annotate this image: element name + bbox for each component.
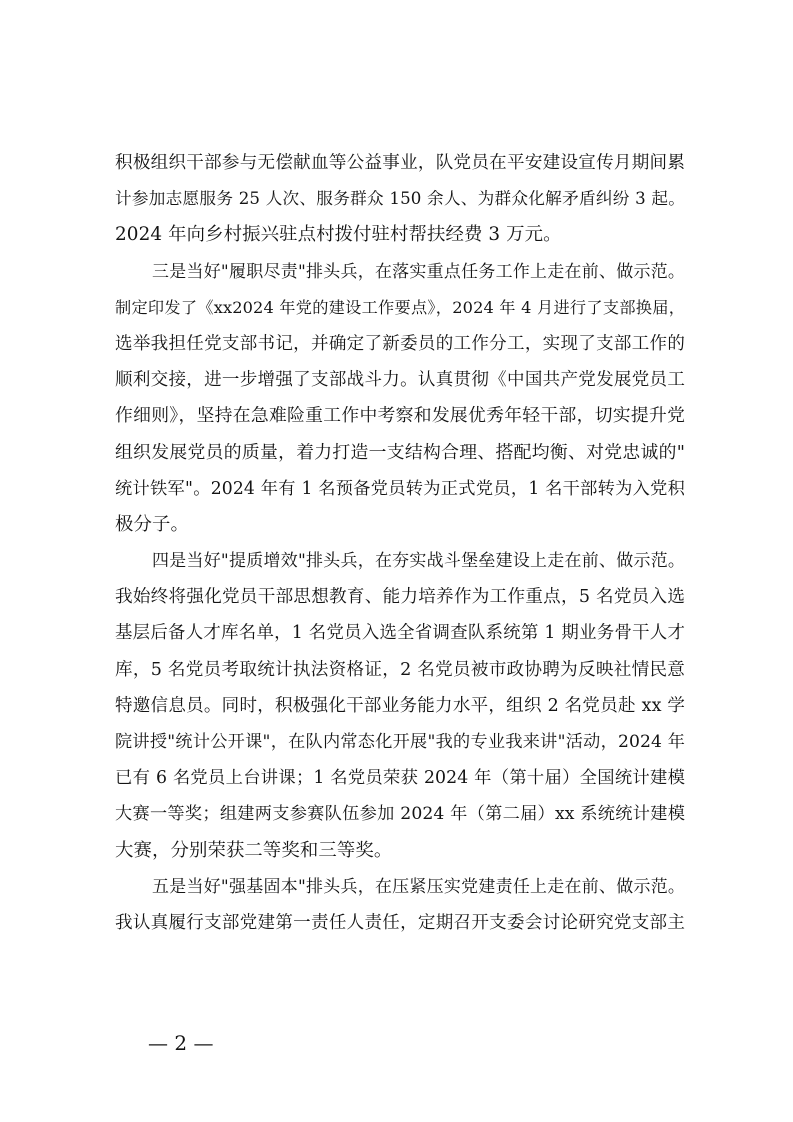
text-line: 选举我担任党支部书记，并确定了新委员的工作分工，实现了支部工作的: [115, 333, 685, 354]
text-line: 统计铁军"。2024 年有 1 名预备党员转为正式党员，1 名干部转为入党积: [115, 478, 685, 499]
text-line: 作细则》，坚持在急难险重工作中考察和发展优秀年轻干部，切实提升党: [115, 405, 685, 427]
paragraph-start-line: 四是当好"提质增效"排头兵，在夯实战斗堡垒建设上走在前、做示范。: [152, 551, 685, 572]
text-line: 大赛，分别荣获二等奖和三等奖。: [115, 839, 393, 861]
text-line: 2024 年向乡村振兴驻点村拨付驻村帮扶经费 3 万元。: [115, 224, 562, 246]
text-line: 院讲授"统计公开课"，在队内常态化开展"我的专业我来讲"活动，2024 年: [115, 732, 685, 752]
text-line: 库，5 名党员考取统计执法资格证，2 名党员被市政协聘为反映社情民意: [115, 659, 685, 680]
text-line: 计参加志愿服务 25 人次、服务群众 150 余人、为群众化解矛盾纠纷 3 起。: [115, 189, 685, 209]
text-line: 积极组织干部参与无偿献血等公益事业，队党员在平安建设宣传月期间累: [115, 153, 685, 173]
text-line: 顺利交接，进一步增强了支部战斗力。认真贯彻《中国共产党发展党员工: [115, 370, 685, 391]
paragraph-start-line: 三是当好"履职尽责"排头兵，在落实重点任务工作上走在前、做示范。: [152, 261, 685, 282]
text-line: 制定印发了《xx2024 年党的建设工作要点》，2024 年 4 月进行了支部换届，: [115, 297, 685, 317]
text-line: 大赛一等奖；组建两支参赛队伍参加 2024 年（第二届）xx 系统统计建模: [115, 804, 685, 825]
paragraph-start-line: 五是当好"强基固本"排头兵，在压紧压实党建责任上走在前、做示范。: [152, 876, 685, 897]
text-line: 极分子。: [115, 513, 189, 535]
text-line: 我始终将强化党员干部思想教育、能力培养作为工作重点，5 名党员入选: [115, 587, 685, 608]
text-line: 我认真履行支部党建第一责任人责任，定期召开支委会讨论研究党支部主: [115, 912, 685, 933]
text-line: 特邀信息员。同时，积极强化干部业务能力水平，组织 2 名党员赴 xx 学: [115, 695, 685, 716]
body-text: [115, 145, 685, 941]
text-line: 已有 6 名党员上台讲课；1 名党员荣获 2024 年（第十届）全国统计建模: [115, 768, 685, 789]
text-line: 组织发展党员的质量，着力打造一支结构合理、搭配均衡、对党忠诚的": [115, 441, 685, 463]
page-number: — 2 —: [148, 1031, 214, 1055]
text-line: 基层后备人才库名单，1 名党员入选全省调查队系统第 1 期业务骨干人才: [115, 623, 685, 644]
